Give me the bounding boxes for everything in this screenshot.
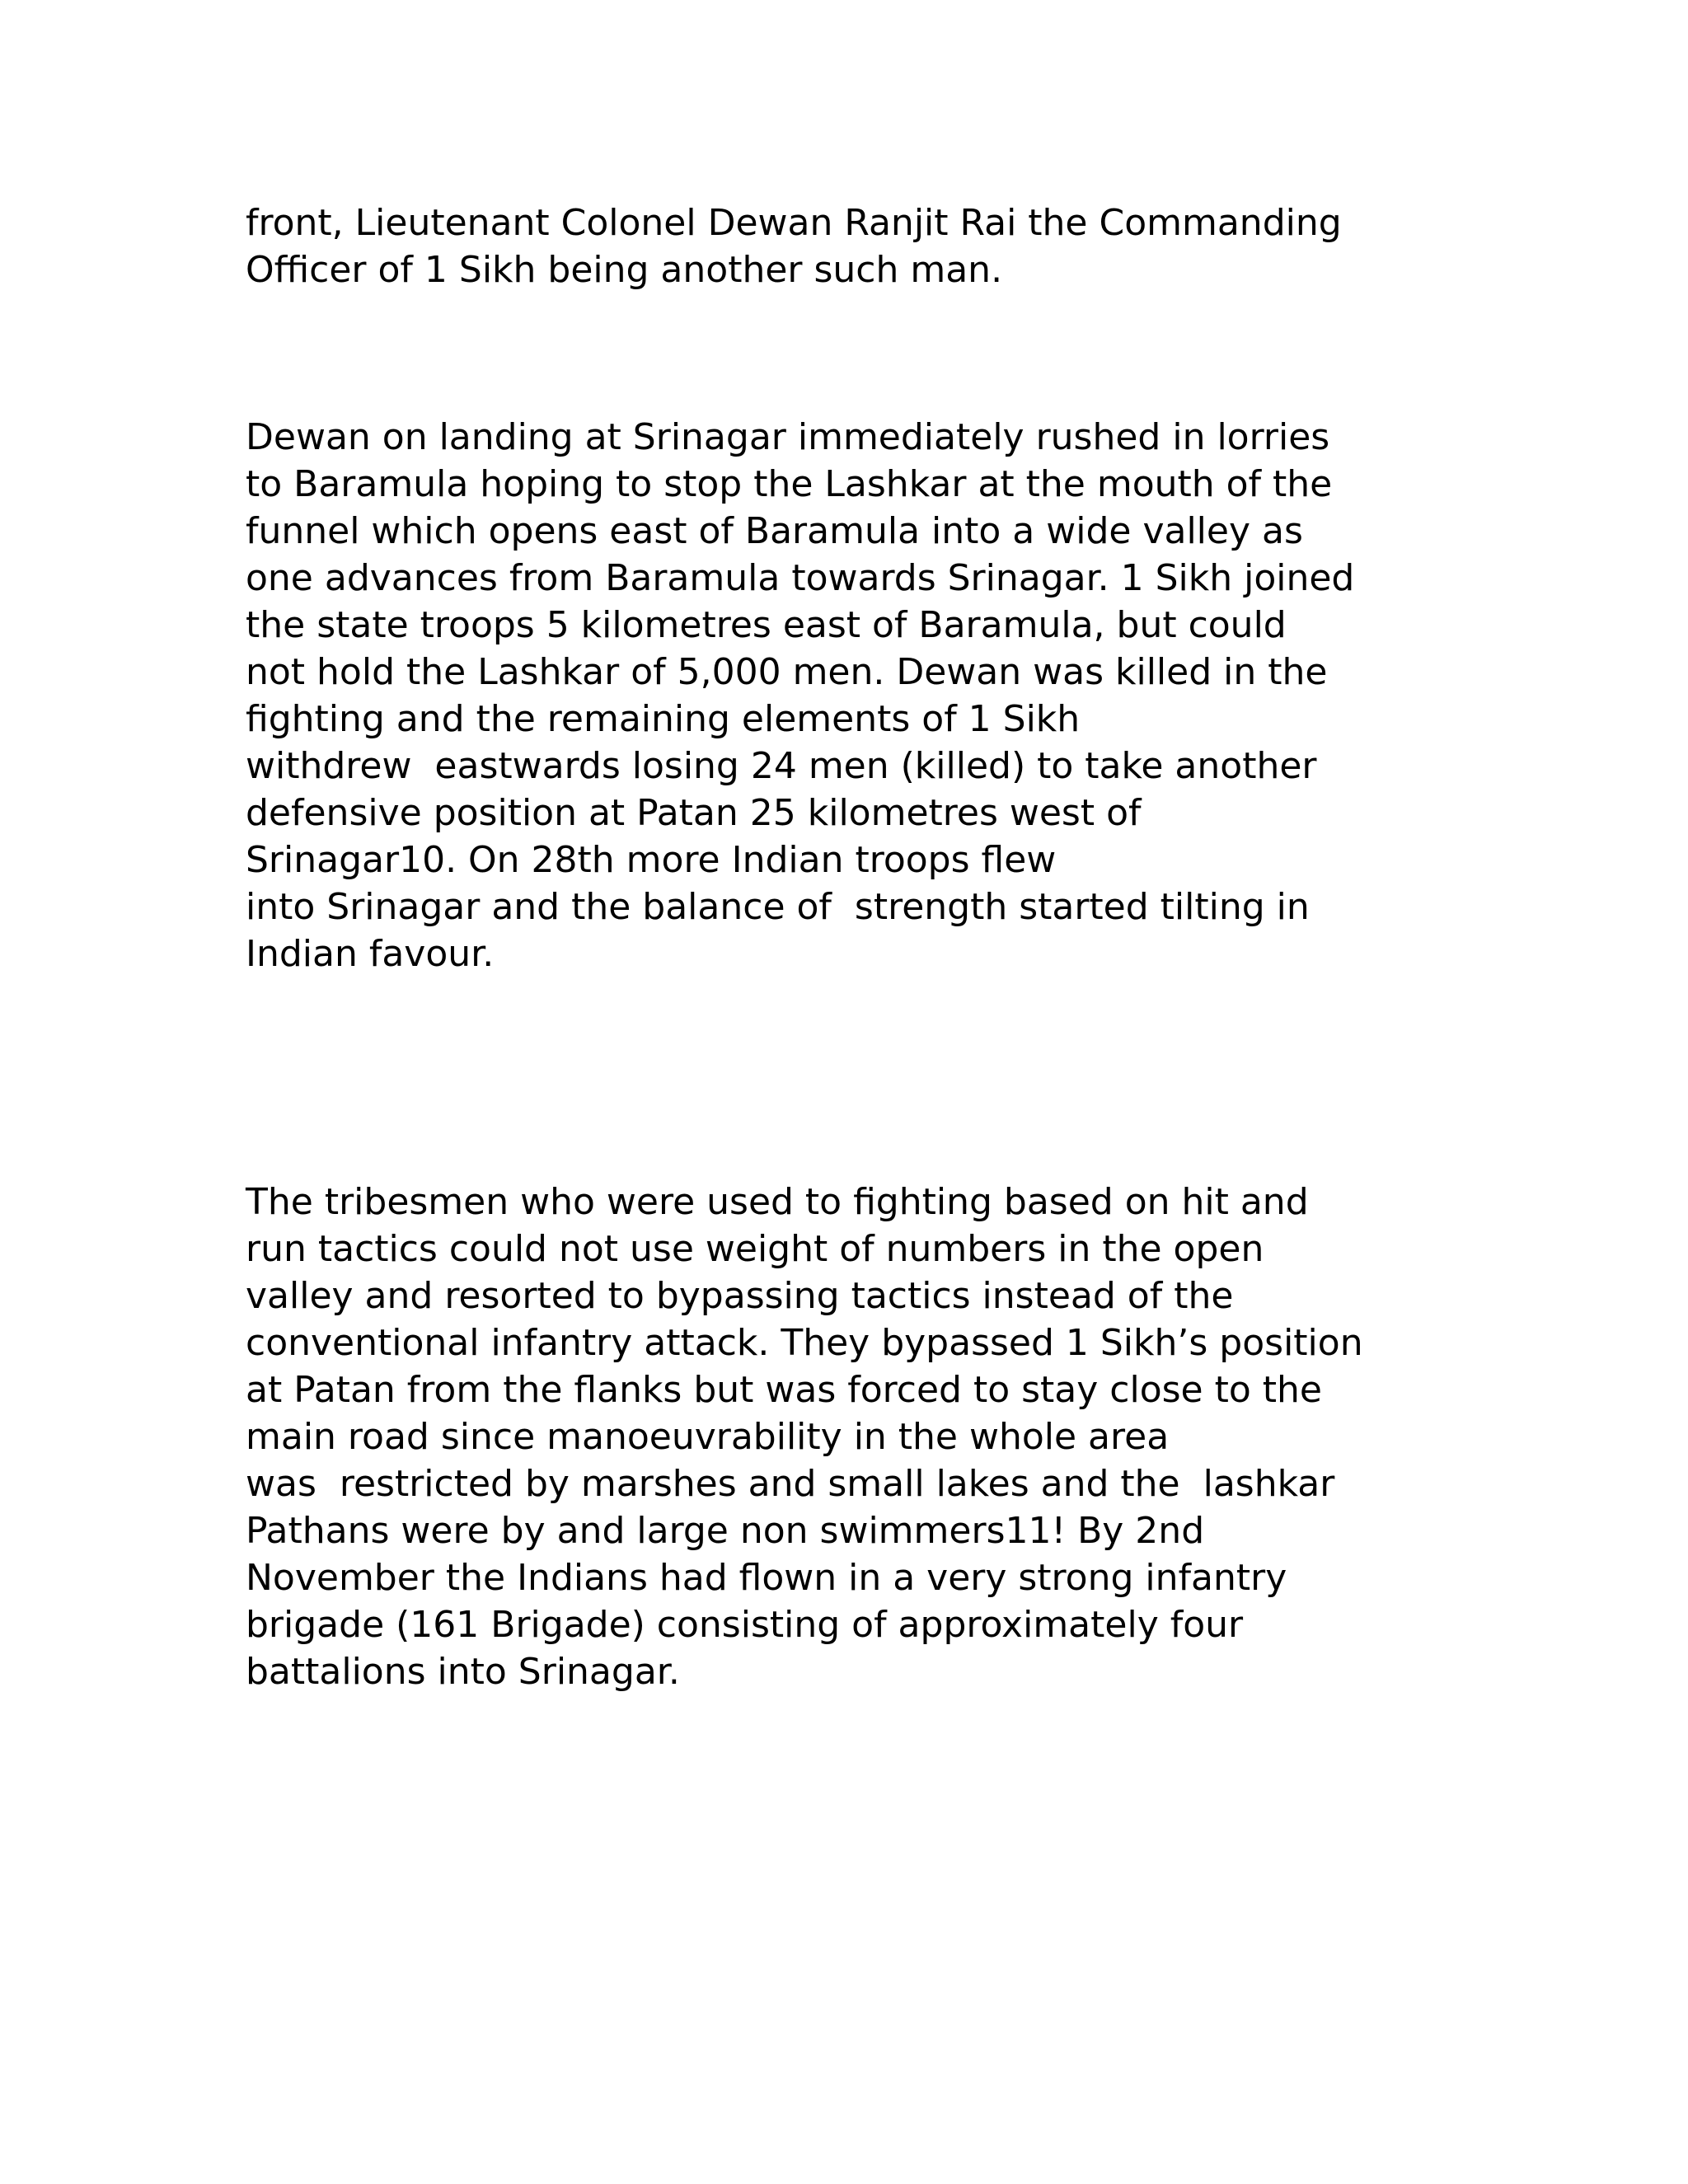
text-line: withdrew eastwards losing 24 men (killed) to take another (246, 745, 1317, 787)
text-line: Dewan on landing at Srinagar immediately rushed in lorries (246, 416, 1330, 458)
text-line: main road since manoeuvrability in the whole area (246, 1416, 1170, 1458)
text-line: run tactics could not use weight of numbers in the open (246, 1228, 1264, 1270)
text-line: the state troops 5 kilometres east of Baramula, but could (246, 604, 1287, 646)
text-line: to Baramula hoping to stop the Lashkar at the mouth of the (246, 463, 1333, 505)
text-line: into Srinagar and the balance of strength started tilting in (246, 886, 1310, 928)
text-line: brigade (161 Brigade) consisting of approximately four (246, 1604, 1244, 1646)
text-line: Officer of 1 Sikh being another such man. (246, 249, 1003, 291)
text-line: not hold the Lashkar of 5,000 men. Dewan was killed in the (246, 651, 1328, 693)
text-line: Indian favour. (246, 933, 495, 975)
paragraph-2 (246, 414, 1449, 977)
text-line: fighting and the remaining elements of 1 Sikh (246, 698, 1081, 740)
text-line: at Patan from the flanks but was forced to stay close to the (246, 1369, 1322, 1411)
text-line: valley and resorted to bypassing tactics instead of the (246, 1275, 1234, 1317)
text-line: one advances from Baramula towards Srinagar. 1 Sikh joined (246, 557, 1355, 599)
paragraph-1 (246, 199, 1449, 293)
text-line: Srinagar10. On 28th more Indian troops flew (246, 839, 1057, 881)
text-line: conventional infantry attack. They bypassed 1 Sikh’s position (246, 1322, 1363, 1364)
text-line: funnel which opens east of Baramula into a wide valley as (246, 510, 1303, 552)
text-line: Pathans were by and large non swimmers11! By 2nd (246, 1510, 1205, 1552)
paragraph-3 (246, 1179, 1449, 1695)
text-line: front, Lieutenant Colonel Dewan Ranjit Rai the Commanding (246, 202, 1342, 244)
text-line: The tribesmen who were used to fighting based on hit and (246, 1181, 1309, 1223)
text-line: battalions into Srinagar. (246, 1651, 680, 1693)
text-line: was restricted by marshes and small lakes and the lashkar (246, 1463, 1335, 1505)
text-line: November the Indians had flown in a very strong infantry (246, 1557, 1287, 1599)
text-line: defensive position at Patan 25 kilometres west of (246, 792, 1142, 834)
